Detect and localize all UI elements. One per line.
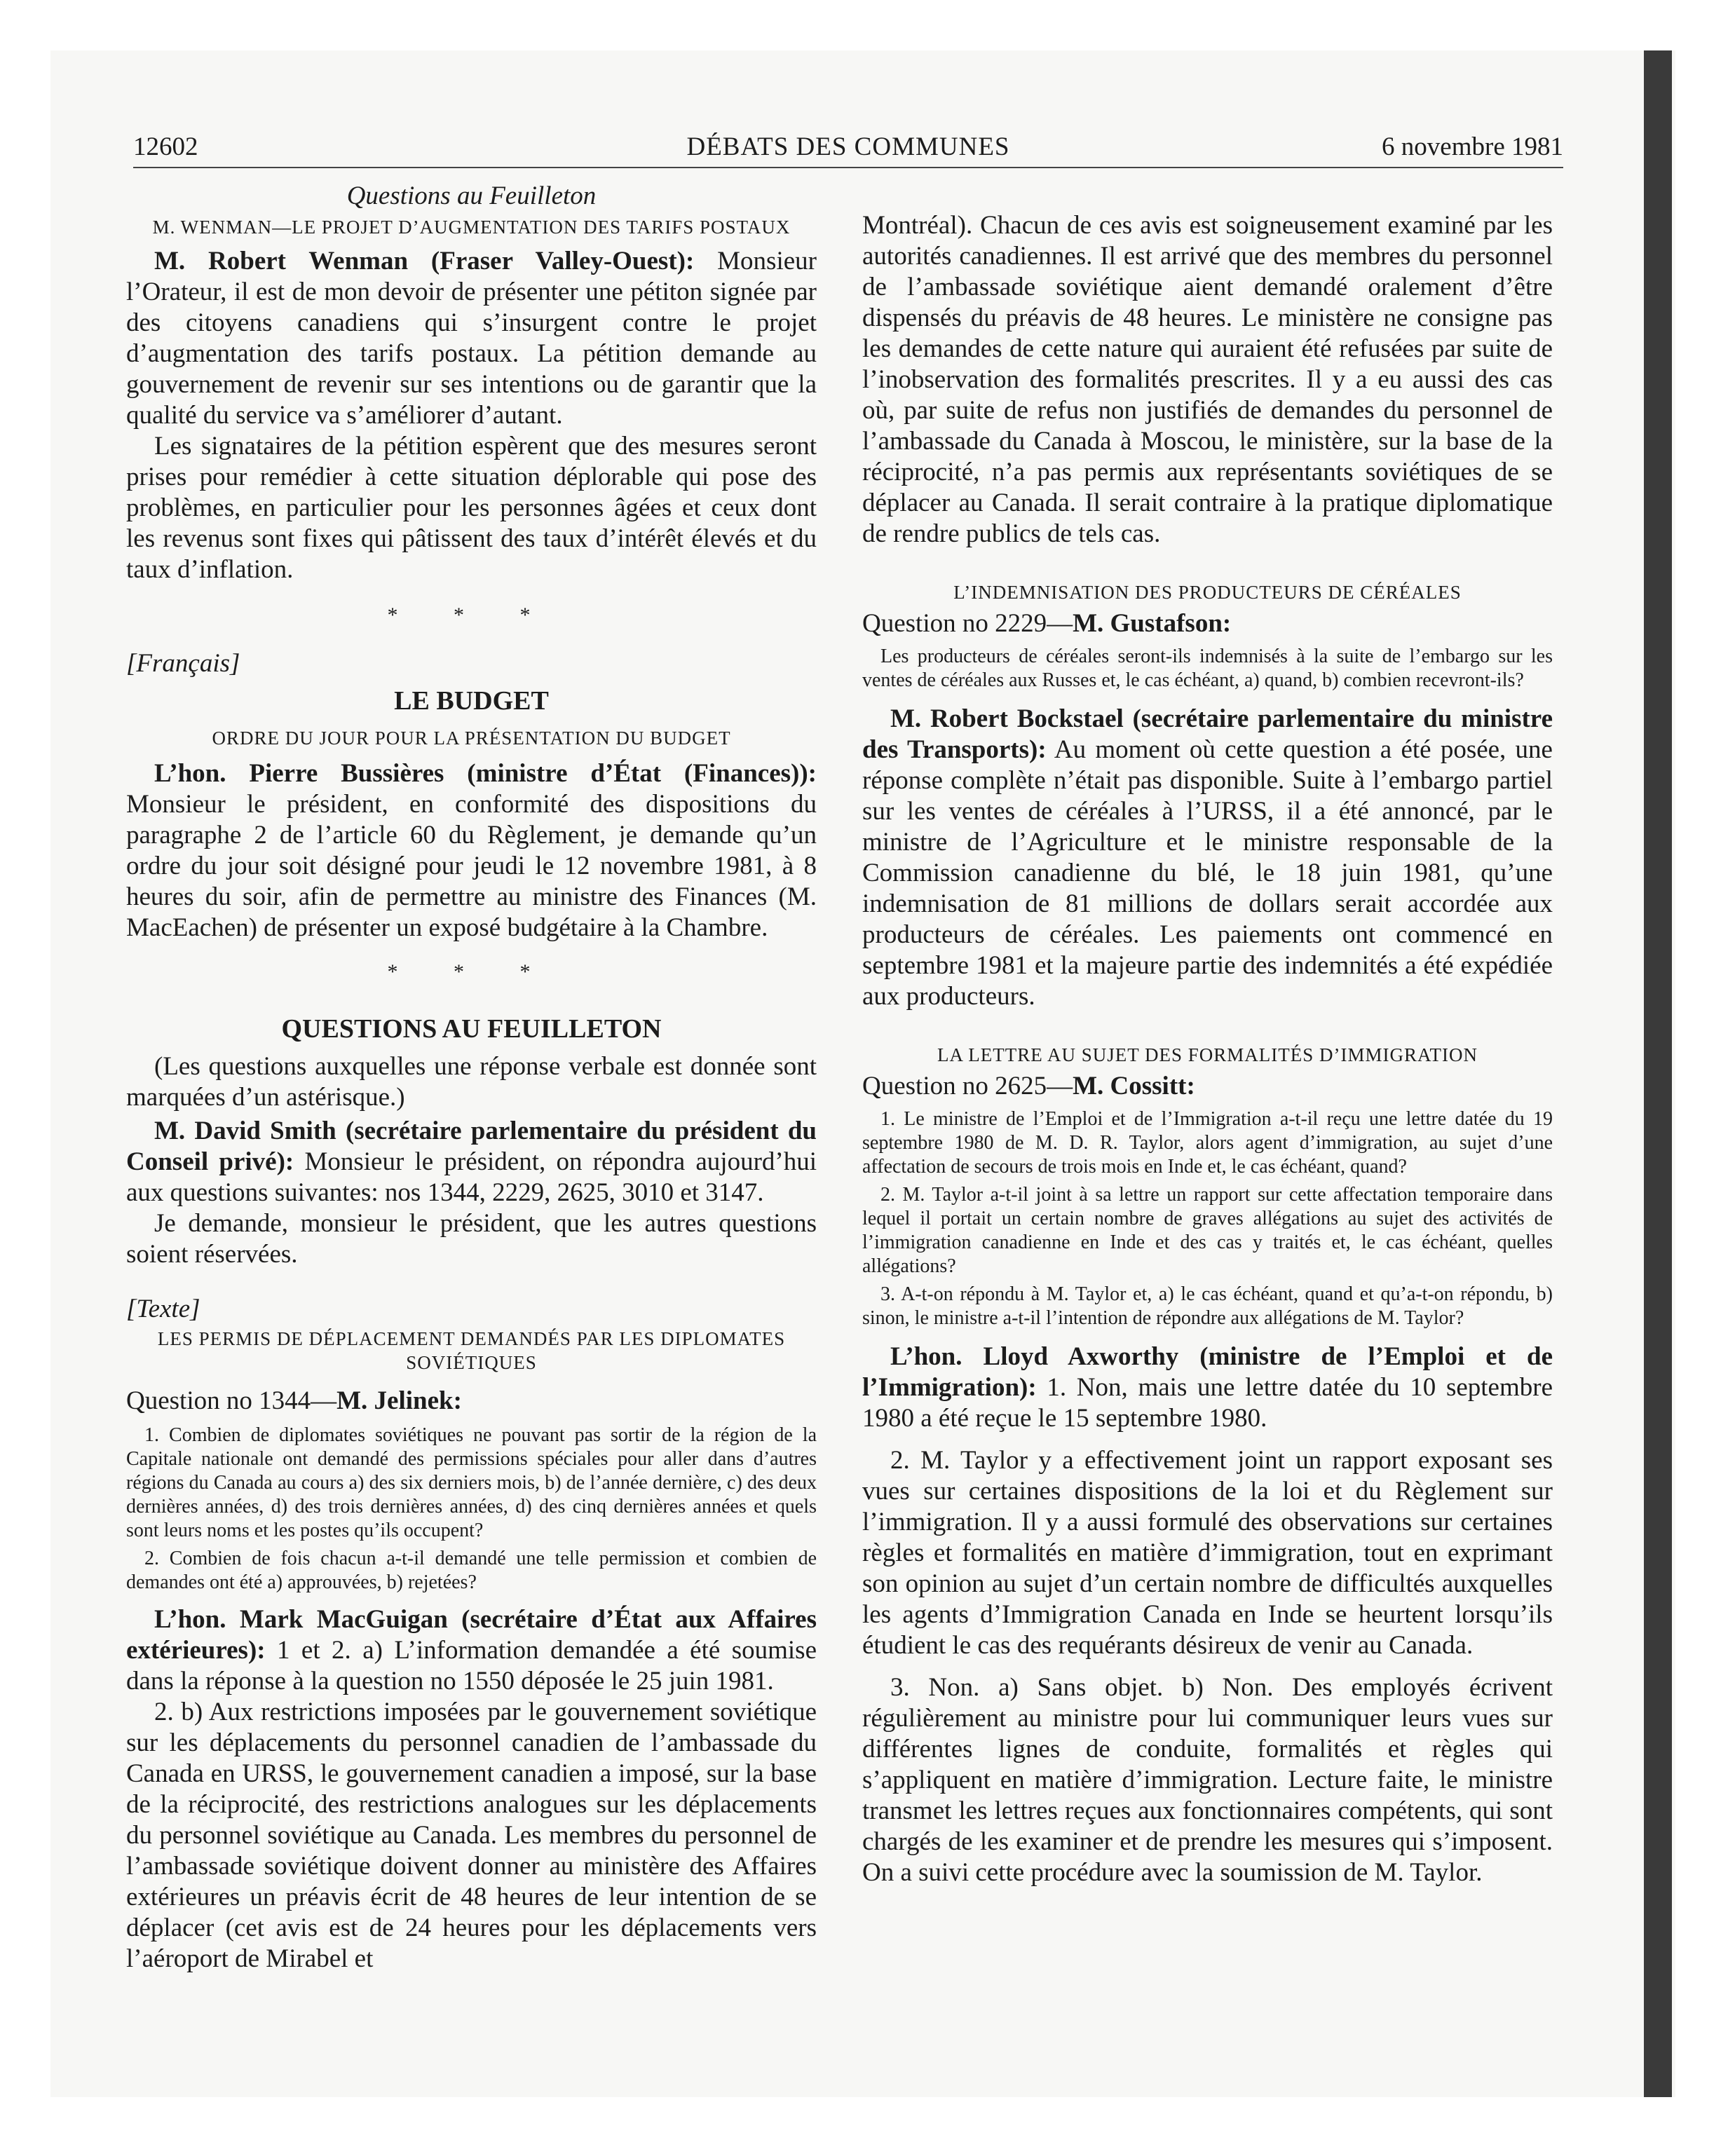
speaker-name: L’hon. Lloyd Axworthy (ministre de l’Emploi et de l’Immigration): [862, 1342, 1553, 1402]
speech-text: Monsieur le président, on répondra aujourd’hui aux questions suivantes: nos 1344, 2229, 2625, 3010 et 3147. [126, 1147, 817, 1207]
speaker-name: L’hon. Pierre Bussières (ministre d’État (Finances)): [154, 759, 817, 788]
paragraph [862, 704, 1553, 1012]
separator-stars: * * * [387, 603, 556, 627]
question-item: 2. Combien de fois chacun a-t-il demandé une telle permission et combien de demandes ont été a) approuvées, b) rejetées? [126, 1548, 817, 1593]
subheading-immigration: LA LETTRE AU SUJET DES FORMALITÉS D’IMMIGRATION [937, 1044, 1478, 1065]
speaker-name: L’hon. Mark MacGuigan (secrétaire d’État aux Affaires extérieures): [126, 1605, 817, 1665]
question-item: 3. A-t-on répondu à M. Taylor et, a) le cas échéant, quand et qu’a-t-on répondu, b) sinon, le ministre a-t-il l’intention de répondre aux allégations de M. Taylor? [862, 1283, 1553, 1329]
speech-text: 1. Non, mais une lettre datée du 10 septembre 1980 a été reçue le 15 septembre 1980. [862, 1373, 1553, 1433]
paragraph [126, 758, 817, 943]
question-item: 1. Combien de diplomates soviétiques ne pouvant pas sortir de la région de la Capitale nationale ont demandé des permissions spéciales pour aller dans d’autres régions du Canada au cours a) des six derniers mois, b) de l’année dernière, c) des deux dernières années, d) des trois dernières années, d) des cinq dernières années et quels sont leurs noms et les postes qu’ils occupent? [126, 1424, 817, 1541]
paragraph: Les signataires de la pétition espèrent que des mesures seront prises pour remédier à cette situation déplorable qui pose des problèmes, en particulier pour les personnes âgées et ceux dont les revenus sont fixes qui pâtissent des taux d’intérêt élevés et du taux d’inflation. [126, 432, 817, 584]
question-author: M. Jelinek: [336, 1386, 462, 1415]
question-author: M. Gustafson: [1073, 609, 1232, 638]
question-line [126, 1386, 817, 1417]
language-marker: [Texte] [126, 1295, 200, 1323]
paragraph: 2. M. Taylor y a effectivement joint un rapport exposant ses vues sur certaines dispositions de la loi et du Règlement sur l’immigration. Il y a aussi formulé des observations sur certaines règles et formalités en matière d’immigration, tout en exprimant son opinion au sujet d’un certain nombre de difficultés auxquelles les agents d’Immigration Canada en Inde se heurtent lorsqu’ils étudient le cas des requérants désireux de venir au Canada. [862, 1446, 1553, 1660]
separator-stars: * * * [387, 960, 556, 983]
question-line [862, 1071, 1553, 1102]
paragraph [126, 1604, 817, 1697]
question-item: 1. Le ministre de l’Emploi et de l’Immigration a-t-il reçu une lettre datée du 19 septembre 1980 de M. D. R. Taylor, alors agent d’immigration, au sujet d’une affectation de secours de trois mois en Inde et, le cas échéant, quand? [862, 1108, 1553, 1178]
paragraph [126, 1116, 817, 1208]
subheading-wenman: M. WENMAN—LE PROJET D’AUGMENTATION DES TARIFS POSTAUX [152, 217, 791, 238]
speech-text: Au moment où cette question a été posée, une réponse complète n’était pas disponible. Suite à l’embargo partiel sur les ventes de céréales à l’URSS, il a été annoncé, par le ministre de l’Agriculture et le ministre responsable de la Commission canadienne du blé, le 18 juin 1981, qu’une indemnisation de 81 millions de dollars serait accordée aux producteurs de céréales. Les paiements ont commencé en septembre 1981 et la majeure partie des indemnités a été expédiée aux producteurs. [862, 735, 1553, 1011]
heading-questions: QUESTIONS AU FEUILLETON [281, 1014, 662, 1044]
speaker-name: M. David Smith (secrétaire parlementaire du président du Conseil privé): [126, 1117, 817, 1176]
speech-text: Monsieur le président, en conformité des dispositions du paragraphe 2 de l’article 60 du Règlement, je demande qu’un ordre du jour soit désigné pour jeudi le 12 novembre 1981, à 8 heures du soir, afin de permettre au ministre des Finances (M. MacEachen) de présenter un exposé budgétaire à la Chambre. [126, 790, 817, 942]
scan-edge [1644, 50, 1672, 2097]
running-header [133, 128, 1563, 168]
speech-text: Monsieur l’Orateur, il est de mon devoir de présenter une pétiton signée par des citoyens canadiens qui s’insurgent contre le projet d’augmentation des tarifs postaux. La pétition demande au gouvernement de revenir sur ses intentions ou de garantir que la qualité du service va s’améliorer d’autant. [126, 247, 817, 430]
speaker-name: M. Robert Bockstael (secrétaire parlementaire du ministre des Transports): [862, 704, 1553, 764]
speech-text: 1 et 2. a) L’information demandée a été soumise dans la réponse à la question no 1550 déposée le 25 juin 1981. [126, 1636, 817, 1696]
paragraph: 2. b) Aux restrictions imposées par le gouvernement soviétique sur les déplacements du personnel canadien de l’ambassade du Canada en URSS, le gouvernement canadien a imposé, sur la base de la réciprocité, des restrictions analogues sur les déplacements du personnel soviétique au Canada. Les membres du personnel de l’ambassade soviétique doivent donner au ministère des Affaires extérieures un préavis écrit de 48 heures de leur intention de se déplacer (cet avis est de 24 heures pour les déplacements vers l’aéroport de Mirabel et [126, 1698, 817, 1973]
issue-date: 6 novembre 1981 [1382, 132, 1563, 161]
left-column [126, 181, 817, 1974]
subheading-cereals: L’INDEMNISATION DES PRODUCTEURS DE CÉRÉALES [953, 582, 1462, 603]
paragraph: Je demande, monsieur le président, que les autres questions soient réservées. [126, 1209, 817, 1269]
paragraph: 3. Non. a) Sans objet. b) Non. Des employés écrivent régulièrement au ministre pour lui communiquer leurs vues sur différentes lignes de conduite, formalités et règles qui s’appliquent en matière d’immigration. Lecture faite, le ministre transmet les lettres reçues aux fonctionnaires compétents, qui sont chargés de les examiner et de prendre les mesures qui s’imposent. On a suivi cette procédure avec la soumission de M. Taylor. [862, 1673, 1553, 1887]
paragraph [862, 1342, 1553, 1434]
speaker-name: M. Robert Wenman (Fraser Valley-Ouest): [154, 247, 695, 275]
language-marker: [Français] [126, 649, 240, 678]
subheading-permits: LES PERMIS DE DÉPLACEMENT DEMANDÉS PAR LES DIPLOMATES SOVIÉTIQUES [157, 1328, 786, 1373]
publication-title: DÉBATS DES COMMUNES [686, 132, 1010, 161]
question-number: Question no 2625— [862, 1072, 1073, 1100]
section-heading-italic: Questions au Feuilleton [346, 182, 597, 210]
right-column [862, 210, 1553, 1888]
question-number: Question no 1344— [126, 1386, 337, 1415]
page-number: 12602 [133, 132, 198, 161]
paragraph [126, 246, 817, 431]
subheading-budget: ORDRE DU JOUR POUR LA PRÉSENTATION DU BUDGET [212, 728, 731, 749]
paragraph: (Les questions auxquelles une réponse verbale est donnée sont marquées d’un astérisque.) [126, 1052, 817, 1112]
question-item: 2. M. Taylor a-t-il joint à sa lettre un rapport sur cette affectation temporaire dans lequel il portait un certain nombre de graves allégations au sujet des activités de l’immigration canadienne en Inde et des cas y traités et, le cas échéant, quelles allégations? [862, 1184, 1553, 1277]
question-author: M. Cossitt: [1073, 1072, 1195, 1100]
question-item: Les producteurs de céréales seront-ils indemnisés à la suite de l’embargo sur les ventes de céréales aux Russes et, le cas échéant, a) quand, b) combien recevront-ils? [862, 646, 1553, 691]
question-line [862, 608, 1553, 639]
paragraph: Montréal). Chacun de ces avis est soigneusement examiné par les autorités canadiennes. Il est arrivé que des membres du personnel de l’ambassade soviétique aient demandé oralement d’être dispensés du préavis de 48 heures. Le ministère ne consigne pas les demandes de cette nature qui auraient été refusées par suite de l’inobservation des formalités prescrites. Il y a eu aussi des cas où, par suite de refus non justifiés de demandes du personnel de l’ambassade du Canada à Moscou, le ministère, sur la base de la réciprocité, n’a pas permis aux représentants soviétiques de se déplacer au Canada. Il serait contraire à la pratique diplomatique de rendre publics de tels cas. [862, 211, 1553, 548]
heading-budget: LE BUDGET [394, 686, 549, 716]
question-number: Question no 2229— [862, 609, 1073, 638]
